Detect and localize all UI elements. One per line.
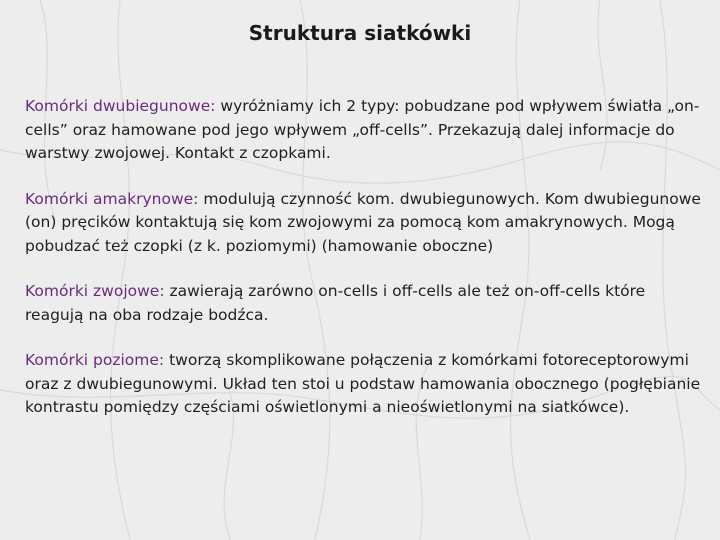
- term-horizontal-cells: Komórki poziome:: [25, 351, 165, 369]
- paragraph-bipolar-cells: [25, 95, 705, 166]
- paragraph-amacrine-cells: [25, 188, 705, 259]
- paragraph-ganglion-cells: [25, 280, 705, 327]
- term-amacrine-cells: Komórki amakrynowe:: [25, 189, 199, 208]
- slide-content: [25, 95, 705, 442]
- text-bipolar-cells: wyróżniamy ich 2 typy: pobudzane pod wpływem światła „on-cells” oraz hamowane pod jego wpływem „off-cells”. Przekazują dalej informacje do warstwy zwojowej. Kontakt z czopkami.: [25, 97, 700, 162]
- text-horizontal-cells: tworzą skomplikowane połączenia z komórkami fotoreceptorowymi oraz z dwubiegunowymi. Układ ten stoi u podstaw hamowania obocznego (pogłębianie kontrastu pomiędzy częściami oświetlonymi a nieoświetlonymi na siatkówce).: [25, 351, 701, 416]
- text-amacrine-cells: modulują czynność kom. dwubiegunowych. Kom dwubiegunowe (on) pręcików kontaktują się kom zwojowymi za pomocą kom amakrynowych. Mogą pobudzać też czopki (z k. poziomymi) (hamowanie oboczne): [25, 189, 701, 255]
- term-bipolar-cells: Komórki dwubiegunowe:: [25, 97, 216, 115]
- term-ganglion-cells: Komórki zwojowe:: [25, 282, 165, 300]
- slide-title: Struktura siatkówki: [248, 21, 472, 45]
- paragraph-horizontal-cells: [25, 349, 705, 420]
- text-ganglion-cells: zawierają zarówno on-cells i off-cells ale też on-off-cells które reagują na oba rodzaje bodźca.: [25, 282, 646, 324]
